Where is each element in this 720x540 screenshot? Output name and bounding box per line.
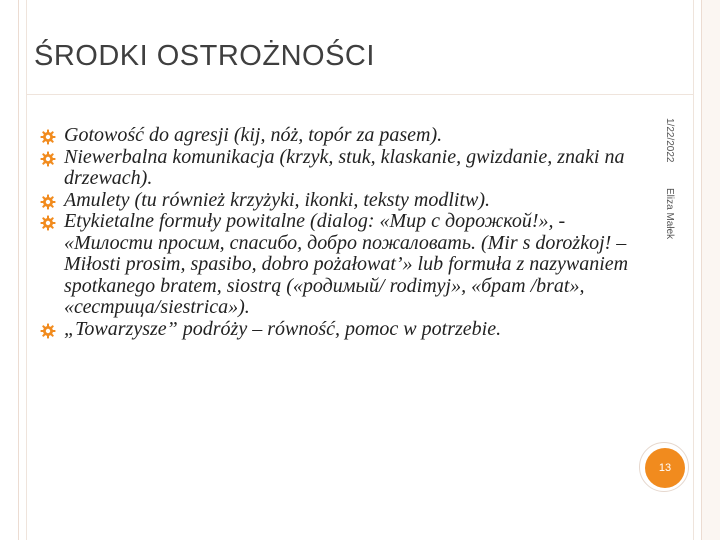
bullet-text: Amulety (tu również krzyżyki, ikonki, teksty modlitw). [64,188,491,211]
bullet-text: Niewerbalna komunikacja (krzyk, stuk, klaskanie, gwizdanie, znaki na drzewach). [64,145,625,189]
page-number-badge: 13 [645,448,685,488]
gear-icon [40,323,56,339]
slide-author: Eliza Małek [664,188,675,240]
gear-icon [40,151,56,167]
bullet-item [40,319,640,341]
gear-icon [40,215,56,231]
bullet-item [40,211,640,319]
gear-icon [40,129,56,145]
slide-date: 1/22/2022 [664,118,675,163]
bullet-text: Gotowość do agresji (kij, nóż, topór za pasem). [64,124,443,146]
bullet-list [40,125,640,340]
side-metadata [664,118,684,258]
bullet-text: Etykietalne formuły powitalne (dialog: «Мир с дорожкой!», - «Милости просим, спасибо, добро пожаловать. (Mir s dorożkoj! – Miłosti prosim, spasibo, dobro pożałowat’» lub formuła z nazywaniem spotkanego bratem, siostrą («родимый/ rodimyj», «брат /brat», «сестрица/siestrica»). [64,210,629,318]
bullet-item [40,190,640,212]
gear-icon [40,194,56,210]
title-divider [26,94,694,95]
slide-title: ŚRODKI OSTROŻNOŚCI [34,40,375,72]
right-decorative-strip [702,0,720,540]
bullet-text: „Towarzysze” podróży – równość, pomoc w potrzebie. [64,317,502,340]
bullet-item [40,147,640,190]
bullet-item [40,125,640,147]
